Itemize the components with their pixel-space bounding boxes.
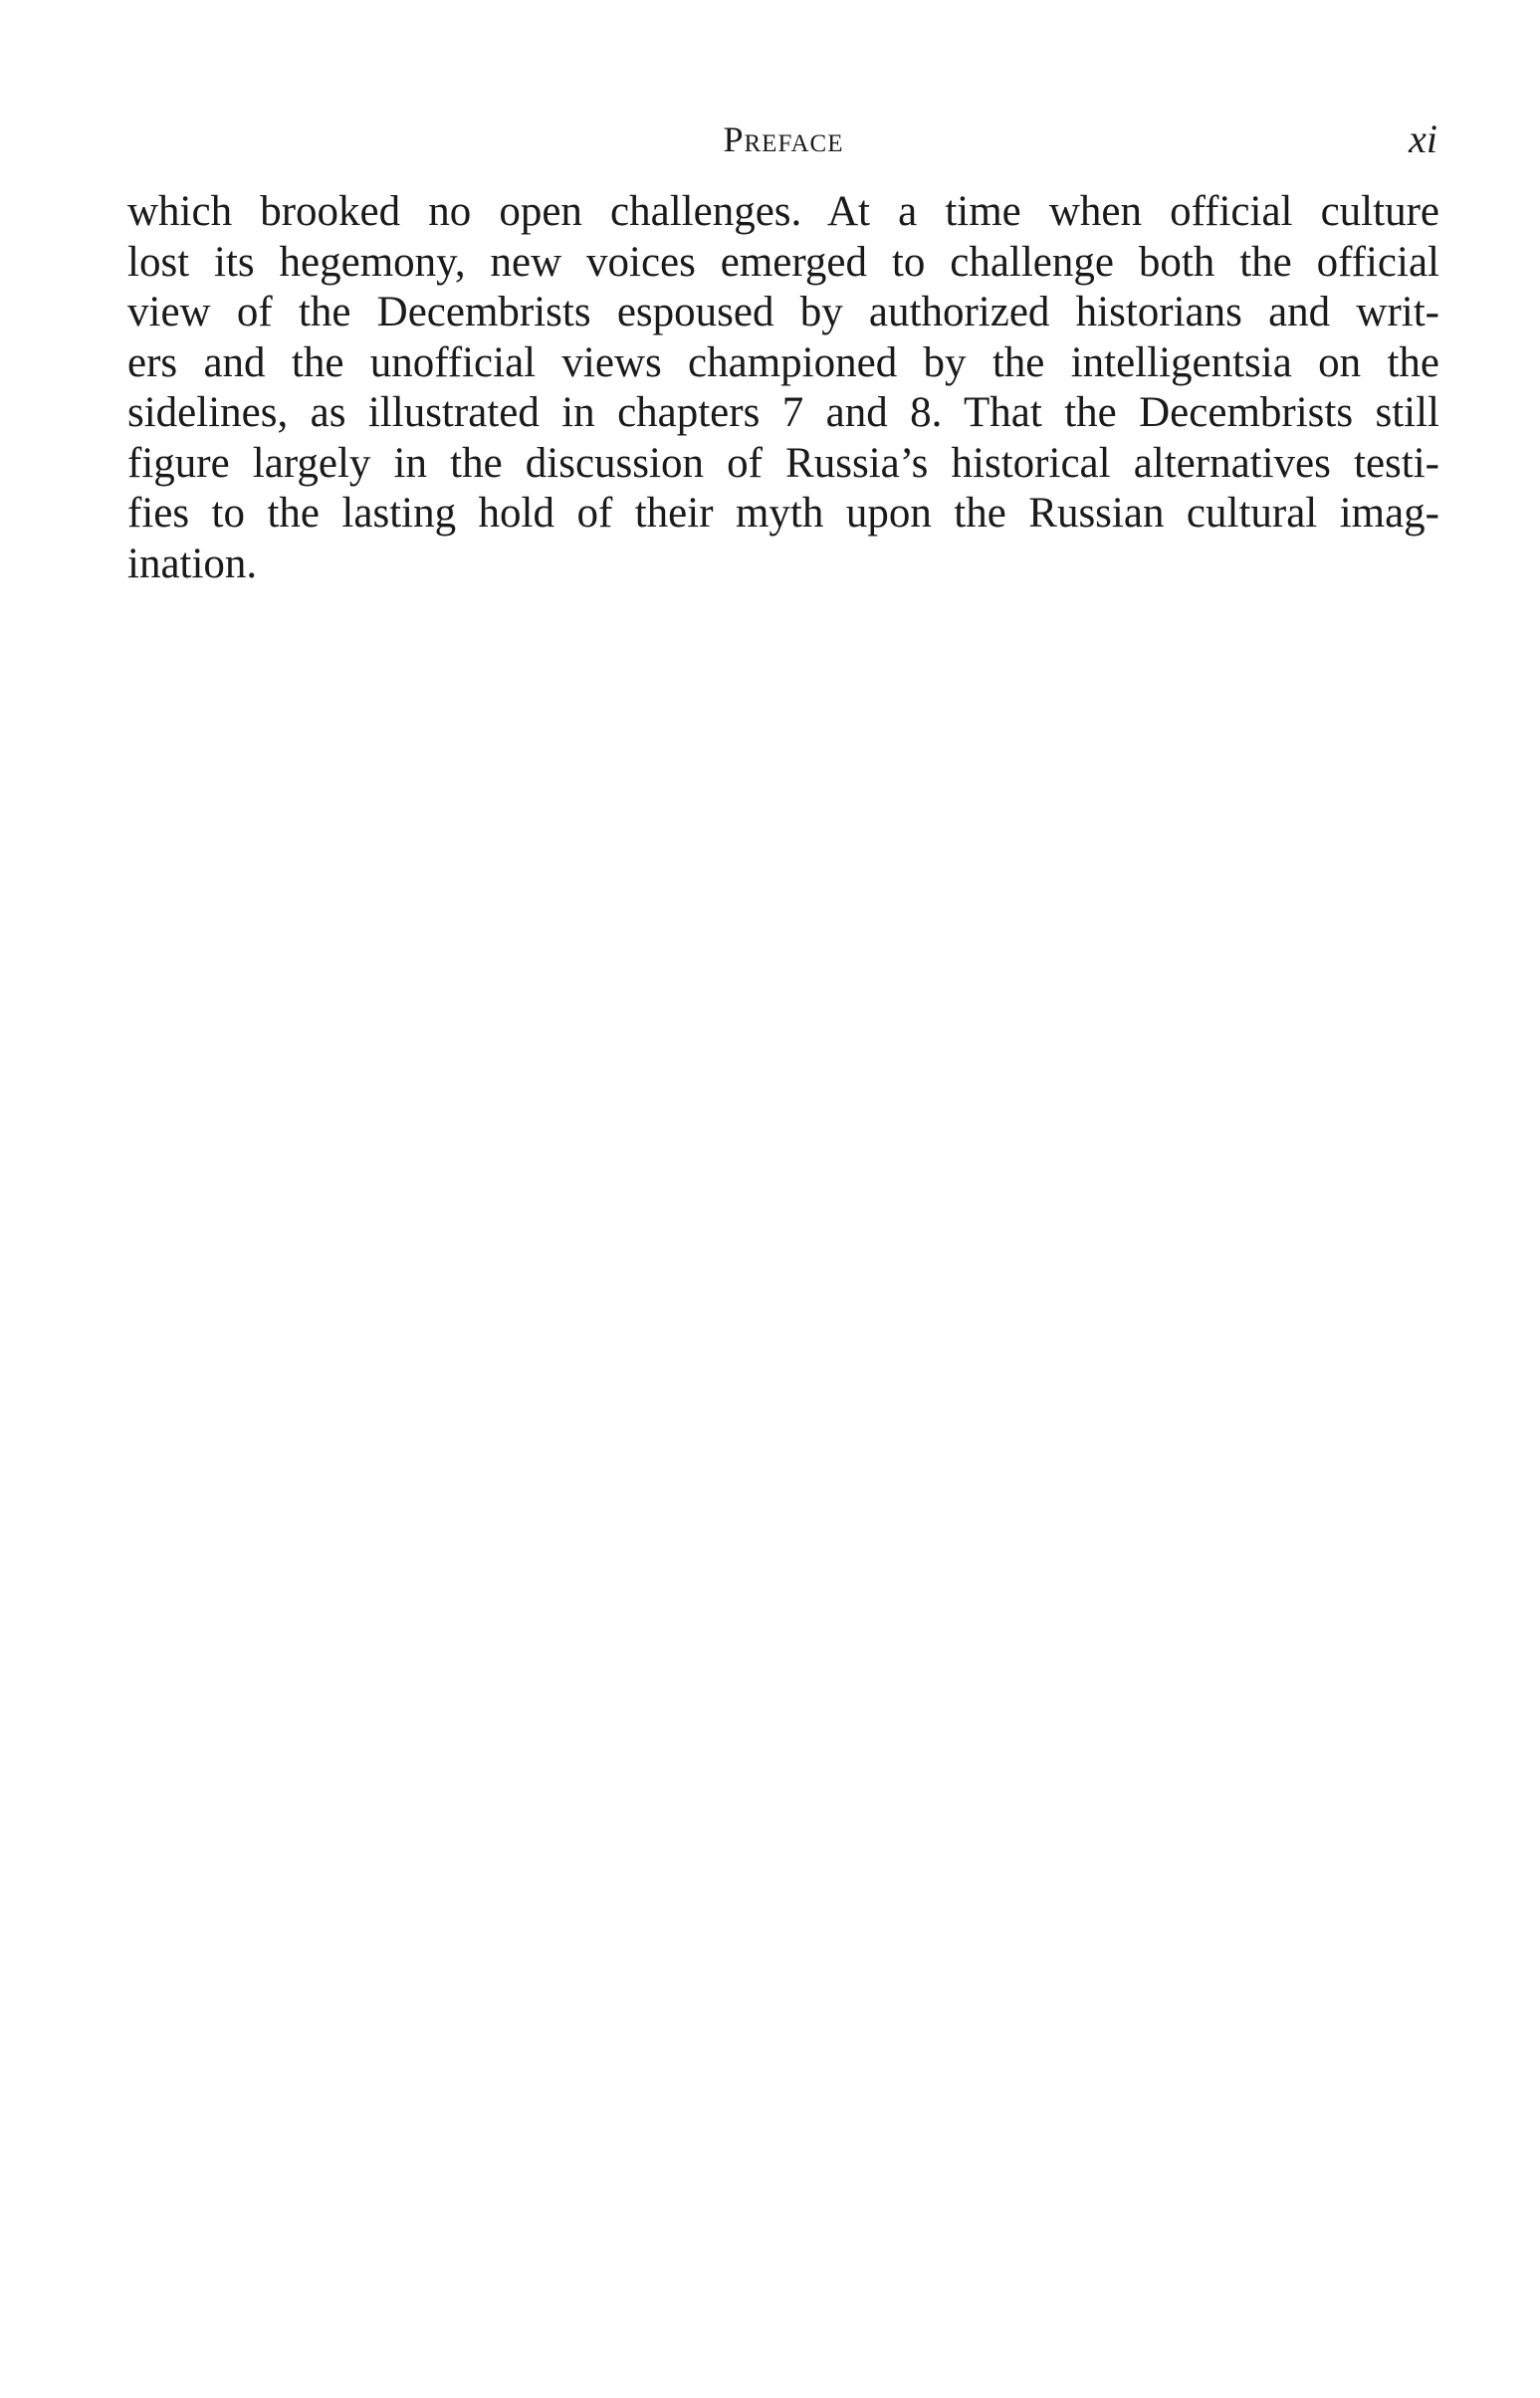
text-line: ination. xyxy=(127,540,258,587)
text-line: lost its hegemony, new voices emerged to challenge both the official xyxy=(127,238,1439,286)
text-line: ers and the unofficial views championed by the intelligentsia on the xyxy=(127,338,1439,386)
text-line: sidelines, as illustrated in chapters 7 and 8. That the Decembrists still xyxy=(127,389,1439,436)
text-line: which brooked no open challenges. At a time when official culture xyxy=(127,188,1439,235)
text-line: figure largely in the discussion of Russia’s historical alternatives testi- xyxy=(127,439,1439,487)
body-paragraph xyxy=(127,187,1439,589)
text-line: view of the Decembrists espoused by authorized historians and writ- xyxy=(127,289,1439,335)
text-line: fies to the lasting hold of their myth upon the Russian cultural imag- xyxy=(127,490,1439,537)
running-title: Preface xyxy=(723,119,844,159)
page-number: xi xyxy=(1409,116,1437,161)
running-head xyxy=(127,111,1439,167)
